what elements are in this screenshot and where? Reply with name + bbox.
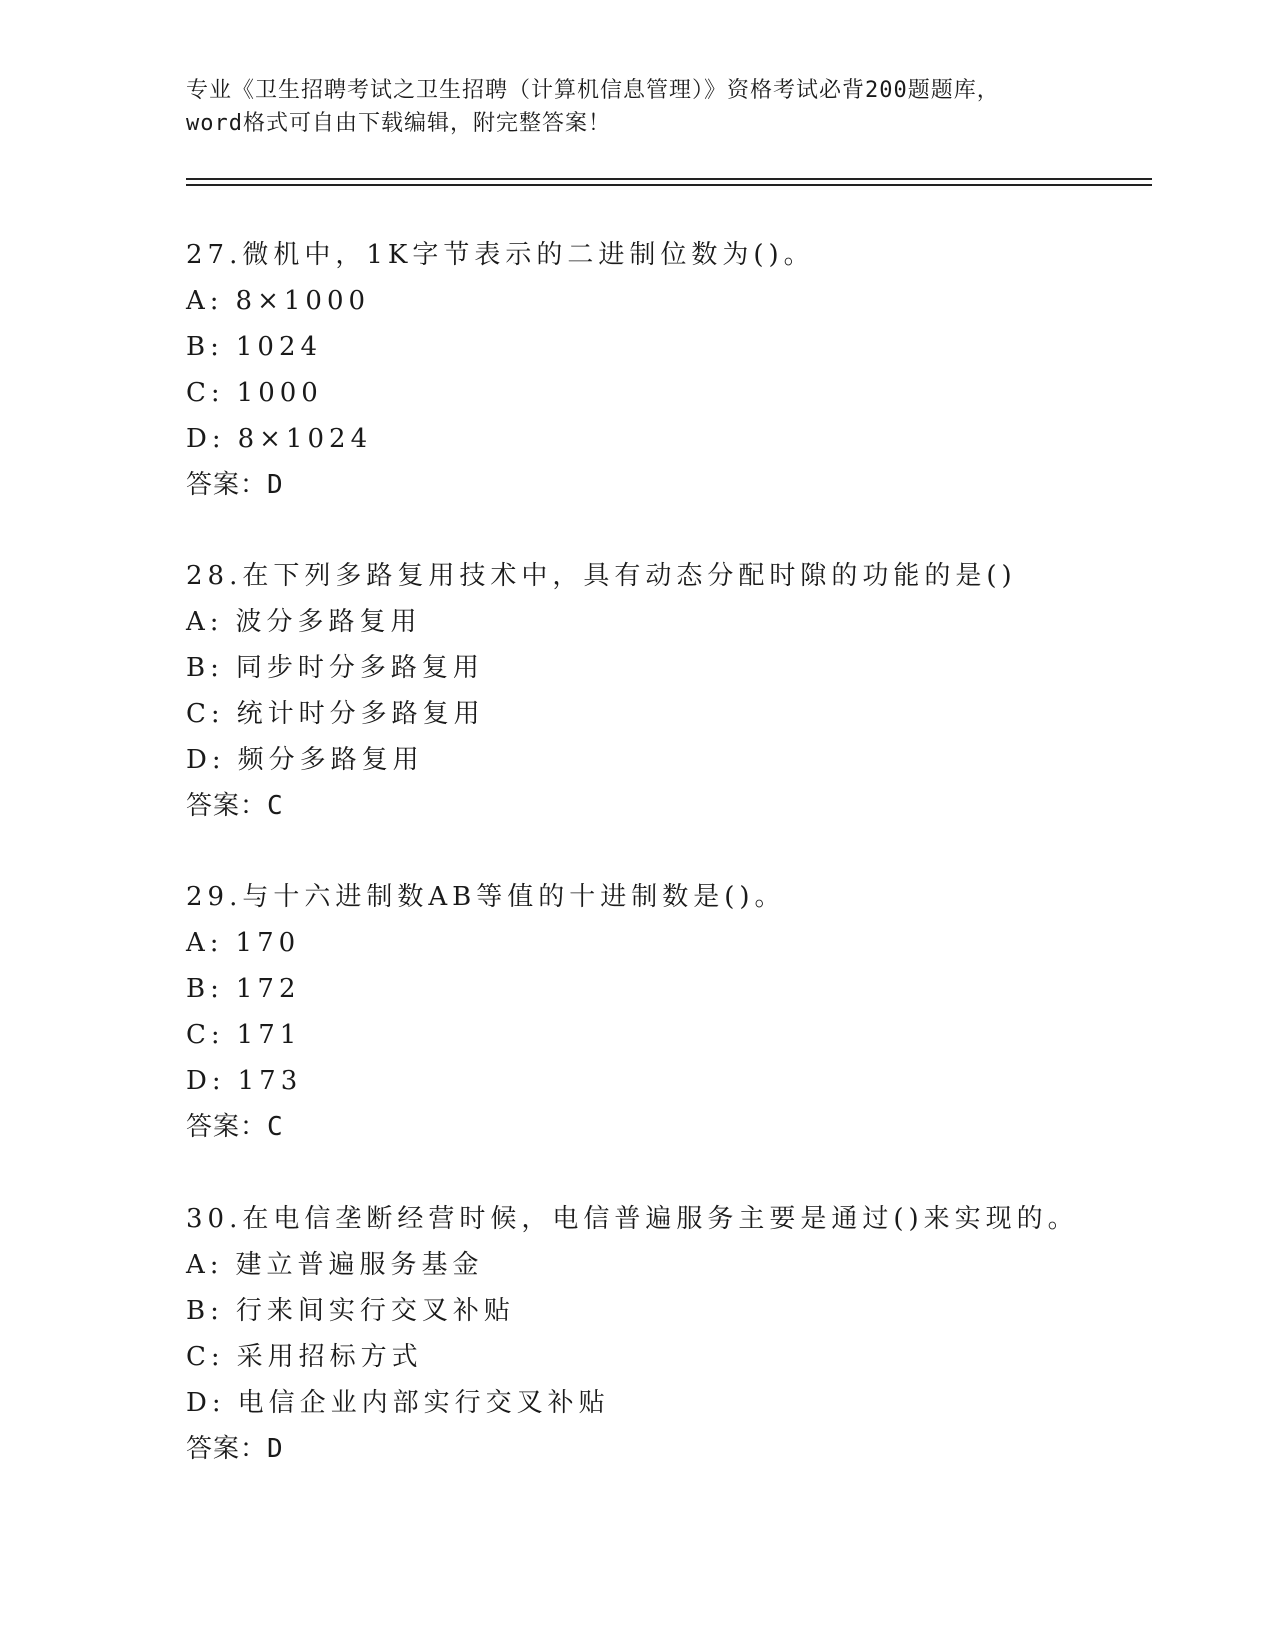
option-c (186, 370, 1186, 416)
option-label: C: (186, 1020, 225, 1050)
option-a (186, 278, 1186, 324)
answer-line: 答案：C (186, 791, 284, 821)
option-a (186, 1242, 1186, 1288)
question-30 (186, 1196, 1186, 1472)
answer-line: 答案：D (186, 470, 284, 500)
option-a (186, 920, 1186, 966)
option-d (186, 416, 1186, 462)
option-label: A: (186, 607, 224, 637)
header-divider-top (186, 178, 1152, 180)
option-label: C: (186, 1342, 225, 1372)
option-text: 统计时分多路复用 (236, 699, 485, 729)
option-text: 电信企业内部实行交叉补贴 (237, 1388, 610, 1418)
header-divider-bottom (186, 184, 1152, 186)
option-label: C: (186, 378, 225, 408)
option-b (186, 1288, 1186, 1334)
option-text: 行来间实行交叉补贴 (235, 1296, 515, 1326)
option-text: 8×1024 (237, 424, 373, 454)
option-label: B: (186, 1296, 224, 1326)
option-label: B: (186, 974, 224, 1004)
option-b (186, 324, 1186, 370)
option-label: A: (186, 1250, 224, 1280)
option-label: B: (186, 332, 224, 362)
option-label: D: (186, 1066, 226, 1096)
answer-line: 答案：D (186, 1434, 284, 1464)
question-29 (186, 874, 1186, 1150)
option-text: 8×1000 (235, 286, 371, 316)
option-label: A: (186, 286, 224, 316)
option-label: D: (186, 1388, 226, 1418)
option-text: 同步时分多路复用 (235, 653, 484, 683)
option-text: 173 (237, 1066, 303, 1096)
question-stem: 29.与十六进制数AB等值的十进制数是()。 (186, 882, 786, 912)
option-label: B: (186, 653, 224, 683)
question-27 (186, 232, 1186, 508)
option-text: 172 (235, 974, 301, 1004)
option-text: 1000 (236, 378, 323, 408)
option-c (186, 1012, 1186, 1058)
option-c (186, 1334, 1186, 1380)
option-d (186, 1058, 1186, 1104)
header-line-2: word格式可自由下载编辑，附完整答案！ (186, 111, 611, 136)
option-text: 建立普遍服务基金 (235, 1250, 484, 1280)
question-stem: 28.在下列多路复用技术中，具有动态分配时隙的功能的是() (186, 561, 1017, 591)
option-a (186, 599, 1186, 645)
option-text: 170 (235, 928, 301, 958)
question-28 (186, 553, 1186, 829)
question-stem: 30.在电信垄断经营时候，电信普遍服务主要是通过()来实现的。 (186, 1204, 1079, 1234)
option-text: 171 (236, 1020, 302, 1050)
option-label: C: (186, 699, 225, 729)
option-text: 频分多路复用 (237, 745, 424, 775)
header-line-1: 专业《卫生招聘考试之卫生招聘（计算机信息管理）》资格考试必背200题题库， (186, 78, 1000, 103)
option-text: 1024 (235, 332, 323, 362)
option-label: D: (186, 424, 226, 454)
document-header (186, 74, 1086, 140)
option-text: 波分多路复用 (235, 607, 422, 637)
option-label: D: (186, 745, 226, 775)
option-d (186, 1380, 1186, 1426)
option-b (186, 645, 1186, 691)
question-stem: 27.微机中，1K字节表示的二进制位数为()。 (186, 240, 815, 270)
option-b (186, 966, 1186, 1012)
option-d (186, 737, 1186, 783)
option-label: A: (186, 928, 224, 958)
option-text: 采用招标方式 (236, 1342, 423, 1372)
option-c (186, 691, 1186, 737)
answer-line: 答案：C (186, 1112, 284, 1142)
